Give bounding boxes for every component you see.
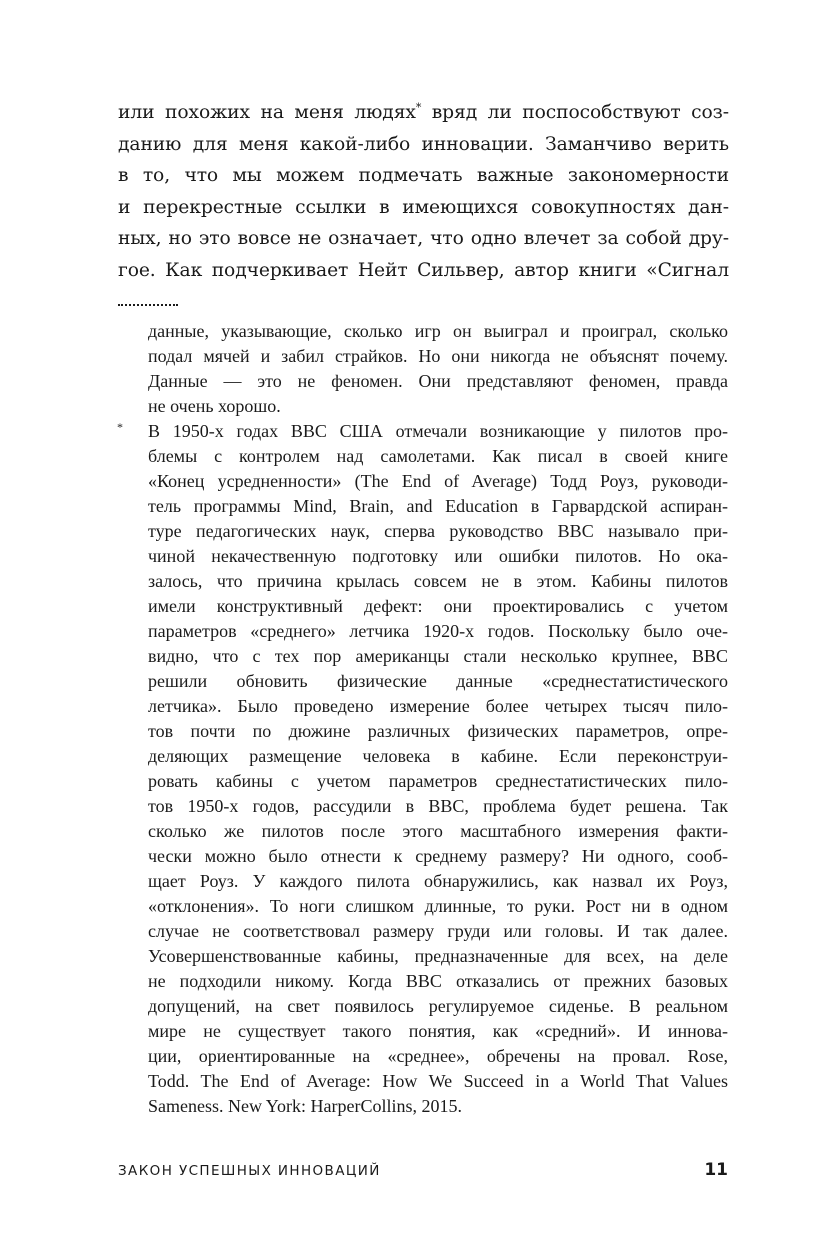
footnote-line: не очень хорошо.: [148, 396, 281, 416]
text-line: ных, но это вовсе не означает, что одно влечет за собой дру-: [118, 228, 729, 249]
footnote-marker: *: [117, 420, 123, 434]
text-line: или похожих на меня людях* вряд ли поспособствуют соз-: [118, 100, 729, 123]
footnote-separator: [118, 304, 178, 308]
text-line: гое. Как подчеркивает Нейт Сильвер, автор книги «Сигнал: [118, 259, 729, 281]
main-body-text: [118, 97, 729, 286]
footnote-line: сколько же пилотов после этого масштабного измерения факти-: [148, 821, 728, 841]
footnote-line: В 1950-х годах ВВС США отмечали возникающие у пилотов про-: [148, 421, 728, 441]
footnote-line: мире не существует такого понятия, как «средний». И иннова-: [148, 1021, 728, 1041]
footnote-line: ции, ориентированные на «среднее», обречены на провал. Rose,: [148, 1046, 728, 1066]
footnote-line: залось, что причина крылась совсем не в этом. Кабины пилотов: [148, 571, 728, 591]
footnote-line: данные, указывающие, сколько игр он выиграл и проиграл, сколько: [148, 321, 728, 341]
footnote-line: имели конструктивный дефект: они проектировались с учетом: [148, 596, 728, 616]
footnote-line: «отклонения». То ноги слишком длинные, то руки. Рост ни в одном: [148, 896, 728, 916]
footnote-line: Усовершенствованные кабины, предназначенные для всех, на деле: [148, 946, 728, 966]
text-line: данию для меня какой-либо инновации. Заманчиво верить: [118, 133, 729, 155]
footnote-line: параметров «среднего» летчика 1920-х годов. Поскольку было оче-: [148, 621, 728, 641]
footnote-line: «Конец усредненности» (The End of Average) Тодд Роуз, руководи-: [148, 471, 728, 491]
footnote-line: случае не соответствовал размеру груди или головы. И так далее.: [148, 921, 728, 941]
footnote-line: щает Роуз. У каждого пилота обнаружились, как назвал их Роуз,: [148, 871, 728, 891]
footnote-line: тов почти по дюжине различных физических параметров, опре-: [148, 721, 728, 741]
footnote-line: деляющих размещение человека в кабине. Если переконструи-: [148, 746, 728, 766]
footnote-line: чиной некачественную подготовку или ошибки пилотов. Но ока-: [148, 546, 728, 566]
footnote-line: тов 1950-х годов, рассудили в ВВС, проблема будет решена. Так: [148, 796, 728, 816]
footnote-line: Sameness. New York: HarperCollins, 2015.: [148, 1096, 462, 1116]
footnote-line: летчика». Было проведено измерение более четырех тысяч пило-: [148, 696, 728, 716]
footnote-line: чески можно было отнести к среднему размеру? Ни одного, сооб-: [148, 846, 728, 866]
footnote-line: блемы с контролем над самолетами. Как писал в своей книге: [148, 446, 728, 466]
footnotes-block: [148, 319, 728, 1119]
text-line: и перекрестные ссылки в имеющихся совокупностях дан-: [118, 196, 729, 218]
page-number: 11: [704, 1160, 728, 1180]
running-footer-title: ЗАКОН УСПЕШНЫХ ИННОВАЦИЙ: [118, 1163, 381, 1179]
footnote-line: Данные — это не феномен. Они представляют феномен, правда: [148, 371, 728, 391]
footnote-line: решили обновить физические данные «среднестатистического: [148, 671, 728, 691]
footnote-line: не подходили никому. Когда ВВС отказались от прежних базовых: [148, 971, 728, 991]
text-line: в то, что мы можем подмечать важные закономерности: [118, 165, 729, 186]
footnote-reference-marker: *: [415, 100, 422, 114]
footnote-line: тель программы Mind, Brain, and Education в Гарвардской аспиран-: [148, 496, 728, 516]
footnote-line: видно, что с тех пор американцы стали несколько крупнее, ВВС: [148, 646, 728, 666]
footnote-line: ровать кабины с учетом параметров среднестатистических пило-: [148, 771, 728, 791]
footnote-line: подал мячей и забил страйков. Но они никогда не объяснят почему.: [148, 346, 728, 366]
footnote-line: туре педагогических наук, сперва руководство ВВС называло при-: [148, 521, 728, 541]
footnote-line: Todd. The End of Average: How We Succeed in a World That Values: [148, 1071, 728, 1091]
footnote-line: допущений, на свет появилось регулируемое сиденье. В реальном: [148, 996, 728, 1016]
